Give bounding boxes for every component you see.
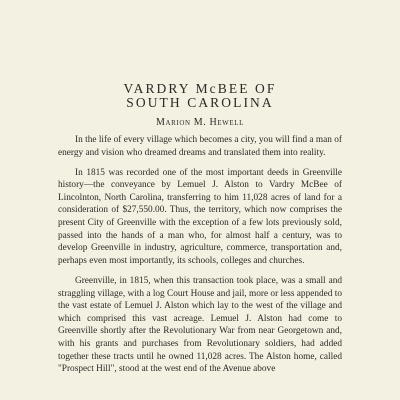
article-author: Marion M. Hewell [156,117,244,128]
body-paragraph: In 1815 was recorded one of the most important deeds in Greenville history—the conveyance by Lemuel J. Alston to Vardry McBee of Lincolnton, North Carolina, transferring to him 11,028 acres of land for a consideration of $27,550.00. Thus, the territory, which now comprises the present City of Greenville with the exception of a few lots previously sold, passed into the hands of a man who, for almost half a century, was to develop Greenville in industry, agriculture, commerce, transportation and, perhaps even most importantly, its schools, colleges and churches. [58,167,342,266]
body-paragraph: In the life of every village which becomes a city, you will find a man of energy and vision who dreamed dreams and translated them into reality. [58,135,342,158]
article-title-line-2: SOUTH CAROLINA [126,95,274,110]
article-body [58,134,342,383]
article-title-line-1: VARDRY McBEE OF [123,81,277,96]
body-paragraph: Greenville, in 1815, when this transaction took place, was a small and straggling village, with a log Court House and jail, more or less appended to the vast estate of Lemuel J. Alston which lay to the west of the village and which comprised this vast acreage. Lemuel J. Alston had come to Greenville shortly after the Revolutionary War from near Georgetown and, with his grants and purchases from Revolutionary soldiers, had added together these tracts until he owned 11,028 acres. The Alston home, called "Prospect Hill", stood at the west end of the Avenue above [58,275,342,375]
